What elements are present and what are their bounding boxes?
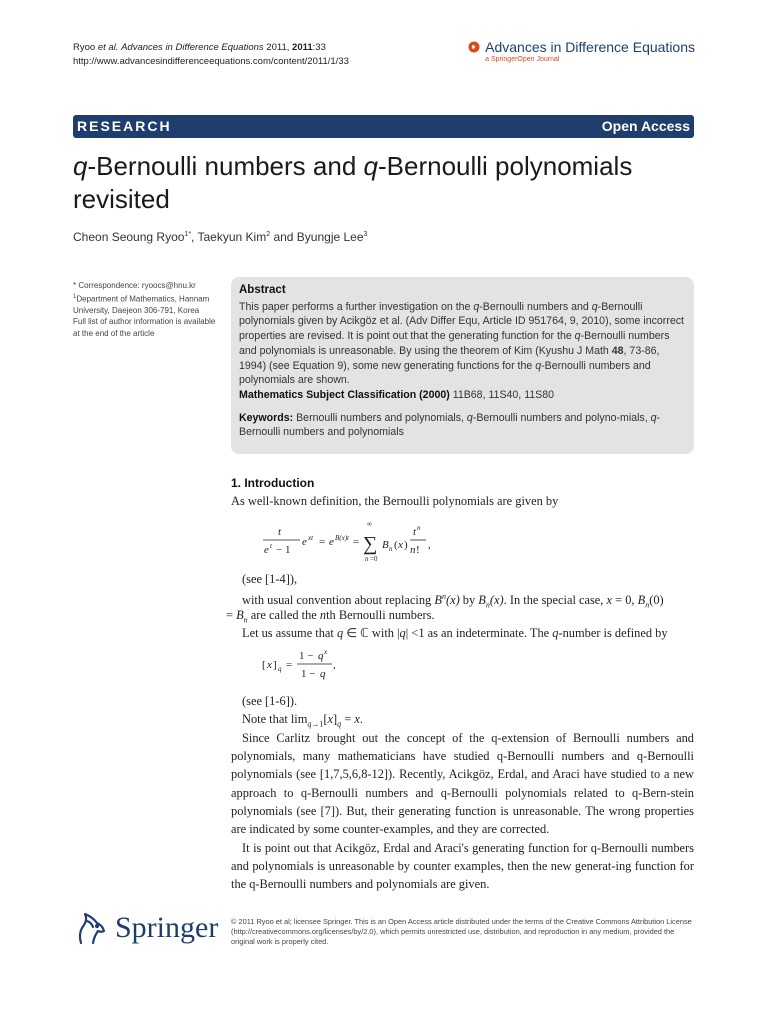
keywords-label: Keywords: bbox=[239, 411, 294, 424]
affiliation-text: Department of Mathematics, Hannam University, Daejeon 306-791, Korea bbox=[73, 294, 210, 315]
svg-text:t: t bbox=[278, 526, 282, 538]
citation-volume: 2011 bbox=[292, 42, 313, 53]
intro-paragraph-2: with usual convention about replacing $B^n(x)$ by $B_n(x)$. In the special case, x = 0, $B_n(0)$ bbox=[242, 592, 664, 610]
svg-text:t: t bbox=[270, 542, 272, 550]
abstract-vol: 48 bbox=[611, 344, 624, 357]
text-span: ] bbox=[333, 712, 338, 726]
author-info-note: Full list of author information is available at the end of the article bbox=[73, 317, 216, 338]
abstract-box bbox=[231, 277, 694, 454]
see-reference-text: (see [1-4]), bbox=[242, 572, 298, 586]
text-span: $B^n(x)$ bbox=[434, 592, 460, 608]
abstract-text bbox=[239, 300, 686, 388]
msc-label: Mathematics Subject Classification (2000) bbox=[239, 388, 450, 401]
abstract-span: This paper performs a further investigation on the bbox=[239, 300, 474, 313]
svg-text:1 −: 1 − bbox=[301, 668, 316, 680]
svg-text:e: e bbox=[329, 536, 334, 548]
abstract-span: -Bernoulli polynomials given by Acikgöz et al. (Adv Differ Equ, Article ID 951764, 9, 2010), some incorrect properties are revised. It is point out that the generating function for the bbox=[239, 300, 684, 343]
svg-text:=: = bbox=[319, 536, 326, 548]
title-part: -Bernoulli polynomials bbox=[377, 151, 633, 181]
text-span: with | bbox=[368, 626, 400, 640]
text-span: th Bernoulli numbers. bbox=[326, 608, 435, 622]
svg-text:B(x)t: B(x)t bbox=[335, 534, 349, 542]
author-info-sidebar bbox=[73, 280, 223, 339]
text-span: | <1 as an indeterminate. The bbox=[405, 626, 553, 640]
text-span: $B_n$ bbox=[637, 593, 650, 610]
citation bbox=[73, 41, 349, 69]
abstract-heading: Abstract bbox=[239, 284, 286, 296]
author-sup: 3 bbox=[363, 231, 368, 238]
text-span: with usual convention about replacing bbox=[242, 593, 435, 608]
title-q: q bbox=[73, 151, 88, 181]
intro-paragraph-6: It is point out that Acikgöz, Erdal and Araci's generating function for q-Bernoulli numbers and polynomials is unreasonable by counter examples, then the new generat-ing function for the q-Bernoulli numbers and polynomials are given. bbox=[231, 841, 694, 892]
see-reference-2 bbox=[231, 692, 694, 710]
svg-text:x: x bbox=[398, 539, 403, 551]
abstract-span: -Bernoulli numbers and bbox=[479, 300, 592, 313]
svg-text:=0: =0 bbox=[370, 555, 378, 563]
keyword-q: q bbox=[466, 411, 473, 424]
svg-text:n: n bbox=[417, 524, 421, 532]
svg-text:1 −: 1 − bbox=[299, 650, 314, 662]
svg-text:∑: ∑ bbox=[363, 533, 378, 555]
publisher-name: Springer bbox=[115, 911, 219, 944]
intro-paragraph-2b: = $B_n$ are called the nth Bernoulli numbers. bbox=[226, 608, 435, 625]
section-heading: 1. Introduction bbox=[231, 476, 315, 490]
svg-text:=: = bbox=[286, 659, 293, 671]
intro-paragraph-3: Let us assume that q ∈ ℂ with |q| <1 as an indeterminate. The q-number is defined by bbox=[242, 626, 668, 640]
see-reference-text: (see [1-6]). bbox=[242, 694, 298, 708]
msc-line bbox=[239, 388, 686, 403]
svg-text:]: ] bbox=[273, 659, 277, 671]
svg-text:[: [ bbox=[262, 659, 266, 671]
svg-text:B: B bbox=[382, 539, 389, 551]
springer-logo[interactable] bbox=[73, 910, 218, 946]
author-name: , Taekyun Kim bbox=[191, 230, 267, 244]
svg-text:t: t bbox=[413, 526, 417, 538]
svg-text:e: e bbox=[302, 536, 307, 548]
text-span: $B_n(x)$ bbox=[478, 593, 504, 610]
text-span: . bbox=[359, 712, 363, 726]
open-access-label: Open Access bbox=[601, 118, 690, 134]
article-type-label: RESEARCH bbox=[77, 118, 172, 134]
journal-logo[interactable] bbox=[468, 39, 695, 63]
springer-horse-icon bbox=[73, 910, 107, 946]
svg-text:,: , bbox=[428, 539, 431, 551]
author-name: Cheon Seoung Ryoo bbox=[73, 230, 185, 244]
intro-paragraph-1: As well-known definition, the Bernoulli polynomials are given by bbox=[231, 494, 559, 508]
svg-text:): ) bbox=[404, 539, 408, 551]
text-span: x bbox=[606, 593, 613, 608]
see-reference-1 bbox=[231, 570, 694, 588]
msc-codes: 11B68, 11S40, 11S80 bbox=[449, 388, 555, 401]
svg-text:n: n bbox=[410, 544, 416, 556]
svg-text:(: ( bbox=[394, 539, 398, 551]
keyword-span: -Bernoulli numbers and polyno-mials, bbox=[472, 411, 651, 424]
svg-text:,: , bbox=[333, 659, 336, 671]
keyword-span: -Bernoulli numbers and polynomials bbox=[239, 411, 661, 439]
abstract-span: -Bernoulli numbers and polynomials is unreasonable. By using the theorem of Kim (Kyushu J Math bbox=[239, 330, 670, 357]
title-q: q bbox=[363, 151, 378, 181]
svg-text:e: e bbox=[264, 544, 269, 556]
citation-journal: Advances in Difference Equations bbox=[121, 42, 264, 53]
abstract-span: -Bernoulli numbers and polynomials are shown. bbox=[239, 359, 651, 387]
svg-text:n: n bbox=[389, 545, 393, 553]
article-type-band bbox=[73, 115, 694, 138]
author-sup: 1* bbox=[184, 231, 192, 238]
equation-bernoulli-generating bbox=[248, 518, 448, 570]
citation-article: :33 bbox=[312, 42, 326, 53]
text-span: [ bbox=[323, 712, 328, 726]
text-span: , bbox=[631, 593, 638, 608]
text-span: = bbox=[341, 712, 355, 726]
text-span: are called the bbox=[247, 608, 320, 622]
text-span: -number is defined by bbox=[558, 626, 668, 640]
equation-q-number bbox=[262, 646, 352, 686]
journal-name: Advances in Difference Equations bbox=[485, 39, 695, 55]
text-span: Let us assume that bbox=[242, 626, 337, 640]
svg-text:n: n bbox=[365, 555, 369, 563]
svg-text:x: x bbox=[267, 659, 272, 671]
citation-year: 2011, bbox=[263, 42, 293, 53]
svg-text:xt: xt bbox=[308, 534, 314, 542]
svg-text:∞: ∞ bbox=[367, 520, 372, 528]
intro-limit-note: Note that $\lim_{q\to 1}[x]_q = x$. bbox=[242, 712, 363, 729]
correspondence: * Correspondence: ryoocs@hnu.kr bbox=[73, 281, 196, 290]
journal-subtitle: a SpringerOpen Journal bbox=[485, 56, 560, 63]
article-title bbox=[73, 150, 713, 216]
keywords bbox=[239, 411, 686, 440]
title-part: -Bernoulli numbers and bbox=[87, 151, 364, 181]
abstract-q: q bbox=[574, 330, 581, 343]
abstract-q: q bbox=[535, 359, 542, 372]
text-span: Note that lim bbox=[242, 712, 308, 726]
svg-text:=: = bbox=[353, 536, 360, 548]
author-list bbox=[73, 230, 367, 244]
copyright-notice: © 2011 Ryoo et al; licensee Springer. This is an Open Access article distributed under the terms of the Creative Commons Attribution License (http://creativecommons.org/licenses/by/2.0), which permits unrestricted use, distribution, and reproduction in any medium, provided the original work is properly cited. bbox=[231, 917, 692, 946]
text-span: by bbox=[459, 593, 479, 608]
abstract-q: q bbox=[473, 300, 480, 313]
abstract-span: , 73-86, 1994) (see Equation 9), some new generating functions for the bbox=[239, 344, 660, 372]
svg-text:q: q bbox=[278, 665, 282, 673]
author-name: and Byungje Lee bbox=[270, 230, 364, 244]
svg-text:q: q bbox=[318, 650, 324, 662]
svg-text:!: ! bbox=[416, 544, 420, 556]
svg-text:− 1: − 1 bbox=[276, 544, 291, 556]
affiliation bbox=[73, 292, 223, 317]
text-span: . In the special case, bbox=[503, 593, 607, 608]
keyword-q: q bbox=[650, 411, 657, 424]
author-sup: 2 bbox=[266, 231, 271, 238]
citation-etal: et al. bbox=[97, 42, 119, 53]
svg-text:x: x bbox=[324, 648, 328, 656]
affiliation-sup: 1 bbox=[73, 293, 77, 300]
title-line2: revisited bbox=[73, 184, 170, 214]
journal-mark-icon bbox=[468, 41, 480, 53]
keyword-span: Bernoulli numbers and polynomials, bbox=[293, 411, 467, 424]
citation-line bbox=[73, 41, 349, 55]
svg-text:q: q bbox=[320, 668, 326, 680]
citation-authors: Ryoo bbox=[73, 42, 98, 53]
article-url[interactable]: http://www.advancesindifferenceequations.com/content/2011/1/33 bbox=[73, 56, 349, 67]
intro-paragraph-5: Since Carlitz brought out the concept of the q-extension of Bernoulli numbers and polynomials, many mathematicians have studied q-Bernoulli numbers and q-Bernoulli polynomials (see [1,7,5,6,8-12]). Recently, Acikgöz, Erdal, and Araci have studied to a new approach to q-Bernoulli numbers and q-Bernoulli polynomials related to q-Bern-stein polynomials (see [7]). But, their generating function is unreasonable. The wrong properties are indicated by some counter-examples, and they are corrected. bbox=[231, 731, 694, 837]
abstract-q: q bbox=[591, 300, 598, 313]
